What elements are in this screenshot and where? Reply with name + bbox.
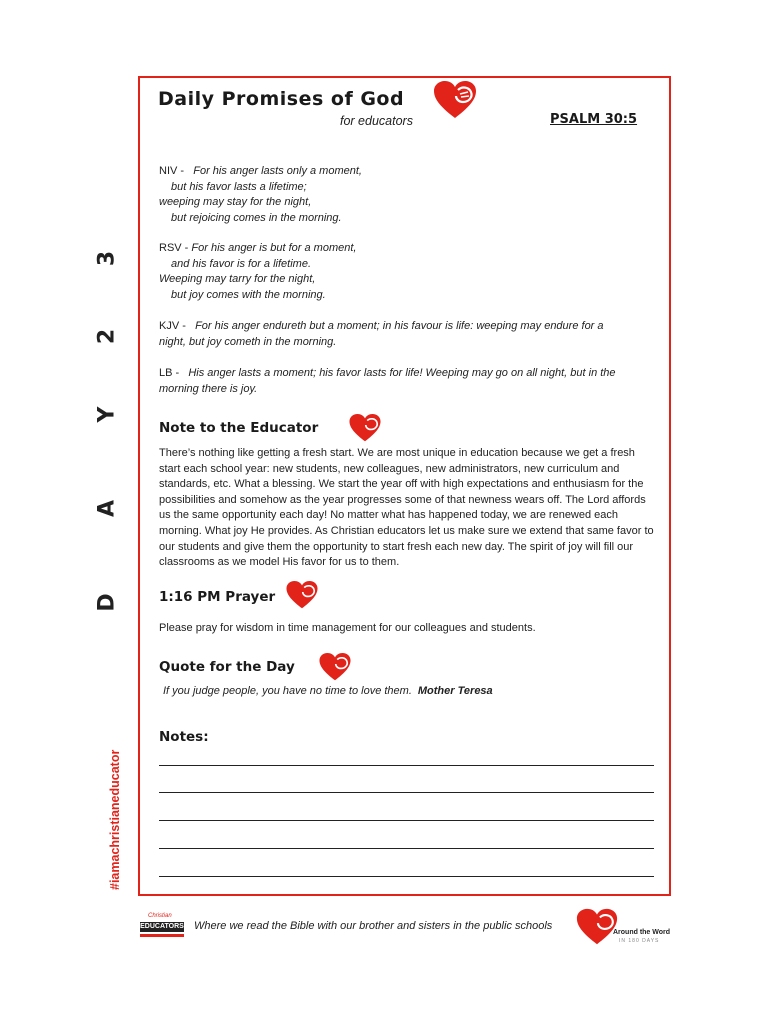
- verse-line: For his anger lasts only a moment,: [193, 165, 362, 177]
- scripture-reference: PSALM 30:5: [550, 112, 638, 127]
- logo-text: Christian: [148, 913, 172, 919]
- verse-tag: KJV -: [159, 320, 186, 332]
- prayer-heading: 1:16 PM Prayer: [159, 589, 276, 605]
- side-letter: 3: [94, 250, 120, 267]
- verse-niv: [159, 164, 629, 226]
- note-heading: Note to the Educator: [159, 420, 319, 436]
- verse-line: For his anger is but for a moment,: [191, 242, 357, 254]
- notes-line[interactable]: [159, 876, 654, 877]
- heart-icon: [285, 580, 319, 610]
- notes-heading: Notes:: [159, 729, 209, 745]
- verse-tag: NIV -: [159, 165, 185, 177]
- verse-line: and his favor is for a lifetime.: [171, 257, 312, 270]
- verse-line: weeping may stay for the night,: [159, 196, 312, 208]
- verse-line: but joy comes with the morning.: [171, 288, 326, 301]
- verse-tag: LB -: [159, 367, 180, 379]
- verse-lb: [159, 366, 629, 397]
- logo-text: Around the Word: [613, 929, 671, 936]
- side-day-label: [84, 240, 130, 620]
- page-subtitle: for educators: [340, 114, 413, 128]
- hashtag: #iamachristianeducator: [108, 749, 122, 890]
- verse-line: but rejoicing comes in the morning.: [171, 211, 342, 224]
- side-letter: Y: [94, 406, 120, 423]
- verse-tag: RSV -: [159, 242, 189, 254]
- around-the-word-logo: [575, 907, 670, 947]
- verse-text: His anger lasts a moment; his favor lasts for life! Weeping may go on all night, but in the morning there is joy.: [159, 367, 616, 395]
- logo-text: EDUCATORS: [140, 923, 184, 930]
- verse-rsv: [159, 241, 629, 303]
- verse-line: Weeping may tarry for the night,: [159, 273, 316, 285]
- quote-heading: Quote for the Day: [159, 659, 295, 675]
- heart-icon: [318, 652, 352, 682]
- logo-subtext: IN 180 DAYS: [619, 938, 660, 944]
- side-letter: D: [94, 593, 120, 612]
- notes-line[interactable]: [159, 765, 654, 766]
- side-letter: A: [94, 499, 120, 518]
- christian-educators-logo: [140, 913, 184, 943]
- heart-icon: [348, 413, 382, 443]
- heart-icon: [575, 907, 619, 947]
- note-body: There’s nothing like getting a fresh start. We are most unique in education because we get a fresh start each school year: new students, new colleagues, new administrators, new curriculum and standards, etc. What a blessing. We start the year off with high expectations and enthusiasm for the possibilities and somehow as the year progresses some of that newness wears off. The Lord affords us the same opportunity each day! No matter what has happened today, we are renewed each morning. What joy He provides. As Christian educators let us make sure we extend that same favor to our students and give them the opportunity to start fresh each new day. The spirit of joy will fill our classrooms as we model His favor for us to them.: [159, 447, 654, 569]
- notes-line[interactable]: [159, 848, 654, 849]
- quote-text: If you judge people, you have no time to love them.: [163, 685, 412, 697]
- verse-kjv: [159, 319, 629, 350]
- quote-author: Mother Teresa: [417, 685, 493, 697]
- heart-icon: [432, 80, 478, 120]
- verse-line: but his favor lasts a lifetime;: [171, 180, 307, 193]
- notes-line[interactable]: [159, 792, 654, 793]
- verse-text: For his anger endureth but a moment; in his favour is life: weeping may endure for a night, but joy cometh in the morning.: [159, 320, 604, 348]
- prayer-body: Please pray for wisdom in time management for our colleagues and students.: [159, 622, 536, 634]
- footer-tagline: Where we read the Bible with our brother and sisters in the public schools: [194, 920, 553, 932]
- notes-line[interactable]: [159, 820, 654, 821]
- page-title: Daily Promises of God: [158, 88, 405, 110]
- quote-text-row: [163, 685, 493, 697]
- side-letter: 2: [94, 328, 120, 345]
